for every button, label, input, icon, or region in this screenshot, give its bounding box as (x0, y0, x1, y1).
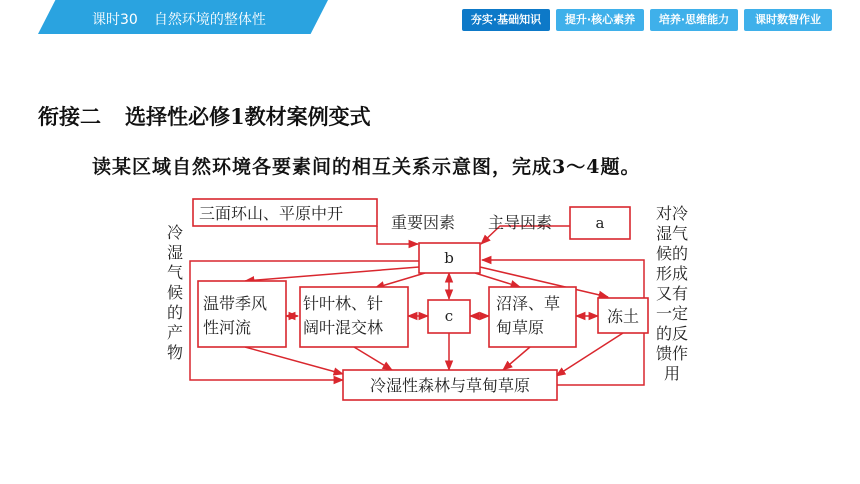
label-b: b (444, 249, 454, 267)
left-note-char: 气 (166, 263, 184, 282)
lesson-title: 自然环境的整体性 (153, 12, 266, 28)
nav-tab-thinking-ability[interactable]: 培养·思维能力 (650, 9, 738, 31)
river-line2: 性河流 (203, 318, 252, 337)
nav-tab-basic-knowledge[interactable]: 夯实·基础知识 (462, 9, 550, 31)
right-note-line: 馈作 (655, 344, 689, 363)
section-title: 选择性必修1教材案例变式 (125, 104, 371, 129)
left-note (167, 223, 183, 362)
river-box (198, 281, 286, 347)
section-tag: 衔接二 (38, 104, 101, 129)
right-note-line: 对冷 (655, 204, 689, 223)
dominant-factor-label: 主导因素 (488, 213, 553, 232)
label-c: c (444, 307, 454, 325)
river-line1: 温带季风 (203, 294, 268, 313)
left-note-char: 产 (166, 323, 184, 342)
terrain-label: 三面环山、平原中开 (199, 204, 344, 223)
right-note-line: 候的 (655, 244, 689, 263)
right-note-line: 形成 (655, 264, 689, 283)
lesson-number: 课时30 (92, 12, 138, 28)
left-note-char: 湿 (166, 243, 184, 262)
left-note-char: 冷 (166, 223, 184, 242)
question-text: 读某区域自然环境各要素间的相互关系示意图，完成3～4题。 (92, 156, 641, 178)
label-a: a (595, 214, 605, 232)
left-note-char: 物 (166, 343, 184, 362)
right-note-line: 又有 (655, 284, 689, 303)
meadow-line1: 沼泽、草 (496, 294, 561, 313)
forest-line2: 阔叶混交林 (303, 318, 384, 337)
right-note-line: 的反 (655, 324, 689, 343)
permafrost-label: 冻土 (606, 307, 640, 326)
result-label: 冷湿性森林与草甸草原 (369, 376, 531, 395)
right-note (656, 204, 688, 383)
right-note-line: 用 (663, 364, 681, 383)
left-note-char: 的 (166, 303, 184, 322)
right-note-line: 湿气 (655, 224, 689, 243)
meadow-line2: 甸草原 (496, 318, 545, 337)
right-note-line: 一定 (655, 304, 689, 323)
left-note-char: 候 (166, 283, 184, 302)
nav-tab-core-literacy[interactable]: 提升·核心素养 (556, 9, 644, 31)
forest-line1: 针叶林、针 (303, 294, 384, 313)
nav-tab-homework[interactable]: 课时数智作业 (744, 9, 832, 31)
important-factor-label: 重要因素 (391, 213, 456, 232)
